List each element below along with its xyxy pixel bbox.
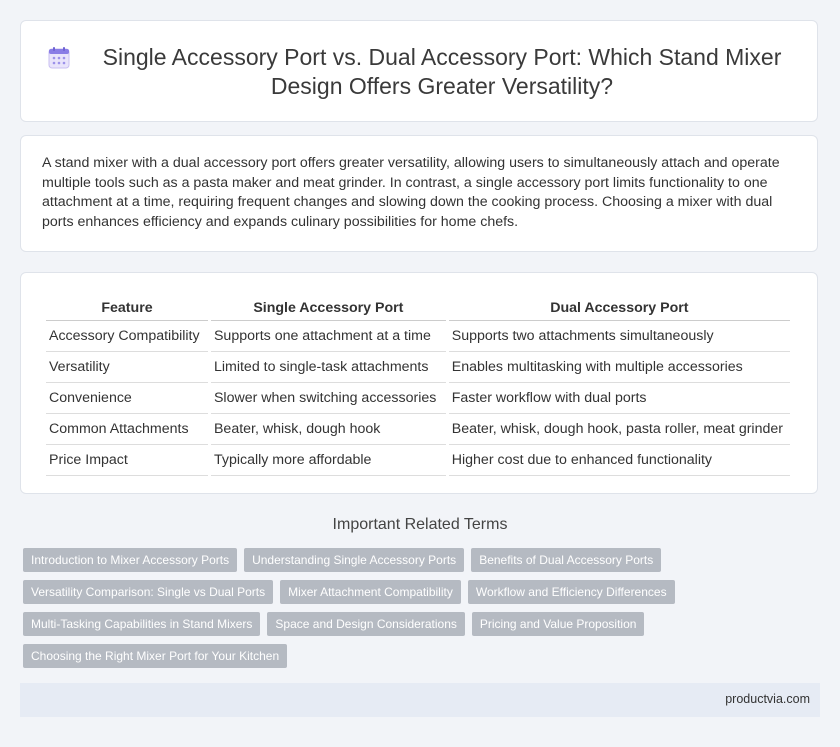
tag-row <box>23 644 723 668</box>
related-term-tag[interactable]: Mixer Attachment Compatibility <box>280 580 461 604</box>
related-term-tag[interactable]: Multi-Tasking Capabilities in Stand Mixers <box>23 612 260 636</box>
table-cell: Accessory Compatibility <box>46 321 208 352</box>
table-cell: Convenience <box>46 383 208 414</box>
tag-row <box>23 612 723 636</box>
related-terms-heading: Important Related Terms <box>332 516 508 533</box>
related-term-tag[interactable]: Pricing and Value Proposition <box>472 612 645 636</box>
table-row <box>46 352 790 383</box>
table-cell: Faster workflow with dual ports <box>449 383 790 414</box>
table-cell: Supports one attachment at a time <box>211 321 446 352</box>
tag-row <box>23 580 723 604</box>
comparison-table <box>43 296 793 476</box>
title-card <box>20 20 818 122</box>
intro-card <box>20 135 818 252</box>
table-cell: Common Attachments <box>46 414 208 445</box>
related-term-tag[interactable]: Benefits of Dual Accessory Ports <box>471 548 661 572</box>
tag-row <box>23 548 723 572</box>
table-cell: Higher cost due to enhanced functionality <box>449 445 790 476</box>
column-header: Dual Accessory Port <box>449 296 790 321</box>
table-row <box>46 383 790 414</box>
related-term-tag[interactable]: Understanding Single Accessory Ports <box>244 548 464 572</box>
table-cell: Beater, whisk, dough hook <box>211 414 446 445</box>
table-cell: Supports two attachments simultaneously <box>449 321 790 352</box>
site-name[interactable]: productvia.com <box>725 692 810 706</box>
table-cell: Versatility <box>46 352 208 383</box>
table-cell: Price Impact <box>46 445 208 476</box>
related-term-tag[interactable]: Space and Design Considerations <box>267 612 464 636</box>
comparison-card <box>20 272 818 494</box>
table-cell: Enables multitasking with multiple accessories <box>449 352 790 383</box>
related-term-tag[interactable]: Versatility Comparison: Single vs Dual Ports <box>23 580 273 604</box>
table-row <box>46 321 790 352</box>
table-row <box>46 414 790 445</box>
table-cell: Slower when switching accessories <box>211 383 446 414</box>
column-header: Single Accessory Port <box>211 296 446 321</box>
related-term-tag[interactable]: Introduction to Mixer Accessory Ports <box>23 548 237 572</box>
related-term-tag[interactable]: Choosing the Right Mixer Port for Your Kitchen <box>23 644 287 668</box>
table-row <box>46 445 790 476</box>
intro-paragraph: A stand mixer with a dual accessory port offers greater versatility, allowing users to simultaneously attach and operate multiple tools such as a pasta maker and meat grinder. In contrast, a single accessory port limits functionality to one attachment at a time, requiring frequent changes and slowing down the cooking process. Choosing a mixer with dual ports enhances efficiency and expands culinary possibilities for home chefs. <box>42 155 780 230</box>
footer <box>20 683 820 717</box>
related-terms <box>23 548 723 676</box>
calendar-icon <box>48 47 70 69</box>
page-title: Single Accessory Port vs. Dual Accessory Port: Which Stand Mixer Design Offers Greater Versatility? <box>102 44 782 99</box>
table-header-row <box>46 296 790 321</box>
column-header: Feature <box>46 296 208 321</box>
related-term-tag[interactable]: Workflow and Efficiency Differences <box>468 580 675 604</box>
table-cell: Beater, whisk, dough hook, pasta roller, meat grinder <box>449 414 790 445</box>
table-cell: Typically more affordable <box>211 445 446 476</box>
table-cell: Limited to single-task attachments <box>211 352 446 383</box>
